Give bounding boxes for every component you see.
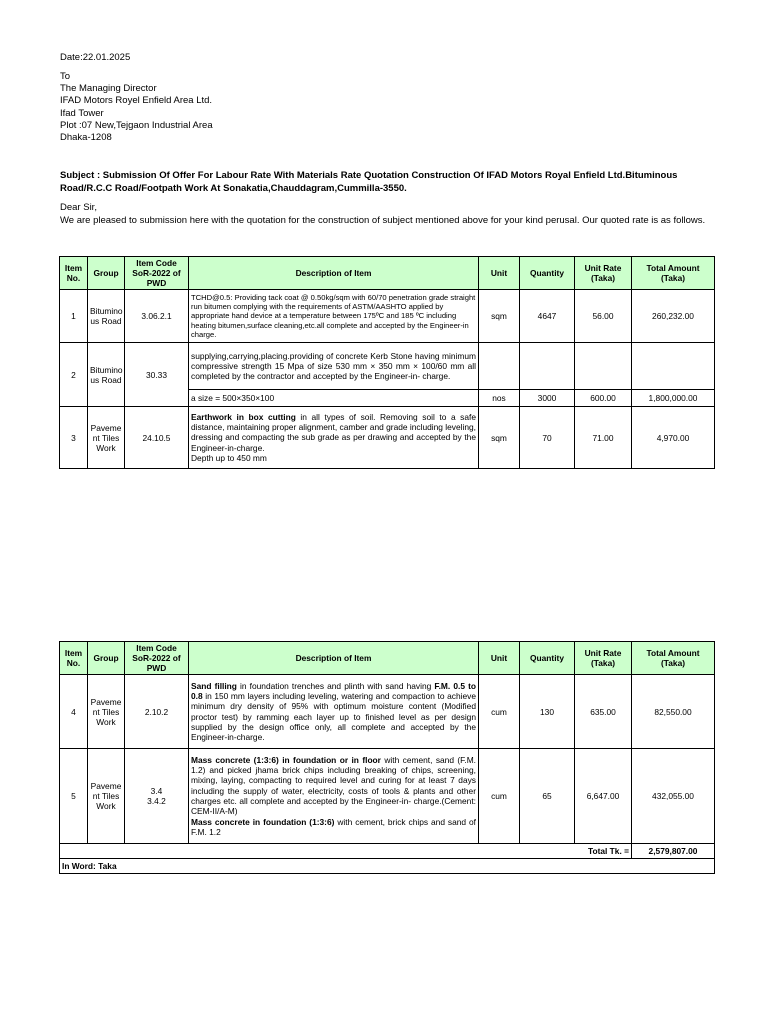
- description-bold: F.M. 0.5 to 0.8: [191, 680, 476, 701]
- item-unit: cum: [479, 749, 520, 844]
- table-row: [60, 675, 715, 749]
- address-line: IFAD Motors Royel Enfield Area Ltd.: [60, 95, 213, 107]
- item-quantity: 4647: [520, 290, 575, 343]
- item-unit-rate: 600.00: [575, 390, 632, 407]
- item-amount: 82,550.00: [632, 675, 715, 749]
- item-no: 1: [60, 290, 88, 343]
- item-code: 30.33: [125, 343, 189, 407]
- item-code-line: 3.4.2: [147, 796, 166, 806]
- item-amount: 1,800,000.00: [632, 390, 715, 407]
- total-label: Total Tk. =: [60, 844, 632, 859]
- item-unit-rate: 56.00: [575, 290, 632, 343]
- intro-paragraph: We are pleased to submission here with the quotation for the construction of subject mentioned above for your kind perusal. Our quoted rate is as follows.: [60, 214, 706, 226]
- address-line: Plot :07 New,Tejgaon Industrial Area: [60, 119, 213, 131]
- header-description: Description of Item: [189, 257, 479, 290]
- item-description: TCHD@0.5: Providing tack coat @ 0.50kg/sqm with 60/70 penetration grade straight run bitumen complying with the requirements of ASTM/AASHTO applied by appropriate hand device at a temperature between 175ºC and 185 ºC including heating bitumen,surface cleaning,etc.all complete and accepted by the Engineer-in charge.: [189, 290, 479, 343]
- header-description: Description of Item: [189, 642, 479, 675]
- item-no: 3: [60, 407, 88, 469]
- item-quantity: 65: [520, 749, 575, 844]
- item-quantity: 70: [520, 407, 575, 469]
- item-unit: sqm: [479, 290, 520, 343]
- description-bold: Mass concrete in foundation (1:3:6): [191, 816, 335, 827]
- table-header-row: [60, 257, 715, 290]
- header-item-code: Item Code SoR-2022 of PWD: [125, 257, 189, 290]
- address-line: Dhaka-1208: [60, 132, 112, 144]
- item-code: [125, 749, 189, 844]
- table-header-row: [60, 642, 715, 675]
- item-quantity: 130: [520, 675, 575, 749]
- in-word: In Word: Taka: [60, 859, 715, 874]
- header-item-no: Item No.: [60, 257, 88, 290]
- item-quantity: 3000: [520, 390, 575, 407]
- item-description: [189, 749, 479, 844]
- empty-cell: [479, 343, 520, 390]
- recipient-address: [60, 71, 213, 144]
- letter-body: [60, 202, 708, 227]
- item-unit: sqm: [479, 407, 520, 469]
- table-row: [60, 749, 715, 844]
- address-to: To: [60, 71, 71, 82]
- description-bold: Sand filling: [191, 680, 237, 691]
- header-group: Group: [88, 642, 125, 675]
- description-tail: with cement, brick chips and sand of F.M. 1.2: [191, 816, 477, 837]
- item-group: Bitumino us Road: [88, 343, 125, 407]
- table-row: [60, 290, 715, 343]
- item-code: 2.10.2: [125, 675, 189, 749]
- address-line: Ifad Tower: [60, 107, 104, 119]
- salutation: Dear Sir,: [60, 202, 97, 213]
- item-group: Paveme nt Tiles Work: [88, 407, 125, 469]
- item-code: 3.06.2.1: [125, 290, 189, 343]
- description-text: in 150 mm layers including leveling, watering and compaction to achieve minimum dry density of 95% with optimum moisture content (Modified proctor test) by ramming each layer up to finished level as per design supplied by the design office only, all complete and accepted by the Engineer-in-charge.: [191, 690, 476, 743]
- header-total-amount: Total Amount (Taka): [632, 642, 715, 675]
- quotation-table-2: [59, 641, 715, 874]
- description-bold: Earthwork in box cutting: [191, 411, 296, 422]
- item-amount: 260,232.00: [632, 290, 715, 343]
- item-amount: 4,970.00: [632, 407, 715, 469]
- empty-cell: [520, 343, 575, 390]
- letter-date: Date:22.01.2025: [60, 52, 131, 63]
- header-quantity: Quantity: [520, 257, 575, 290]
- item-code-line: 3.4: [150, 786, 163, 796]
- description-text: in all types of soil. Removing soil to a safe distance, maintaining proper alignment, camber and grade including leveling, dressing and compacting the sub grade as per drawing and accepted by the Engineer-in-charge.: [191, 411, 476, 453]
- item-group: Paveme nt Tiles Work: [88, 749, 125, 844]
- item-unit: nos: [479, 390, 520, 407]
- item-sub-description: a size = 500×350×100: [189, 390, 479, 407]
- description-tail: Depth up to 450 mm: [191, 452, 267, 463]
- item-unit-rate: 71.00: [575, 407, 632, 469]
- address-line: The Managing Director: [60, 83, 157, 95]
- table-row: [60, 343, 715, 390]
- description-bold: Mass concrete (1:3:6) in foundation or in floor: [191, 754, 381, 765]
- description-text: with cement, sand (F.M. 1.2) and picked jhama brick chips including breaking of chips, screening, mixing, laying, compacting to required level and curing for at least 7 days including the supply of water, electricity, costs of tools & plants and other charges etc. all complete and accepted by the Engineer-in- charge.(Cement: CEM-II/A-M): [191, 754, 476, 817]
- letter-subject: Subject : Submission Of Offer For Labour Rate With Materials Rate Quotation Construction Of IFAD Motors Royal Enfield Ltd.Bituminous Road/R.C.C Road/Footpath Work At Sonakatia,Chauddagram,Cummilla-3550.: [60, 170, 678, 194]
- item-no: 5: [60, 749, 88, 844]
- item-description: [189, 675, 479, 749]
- item-description: [189, 407, 479, 469]
- item-no: 4: [60, 675, 88, 749]
- quotation-table-1: [59, 256, 715, 469]
- item-unit-rate: 6,647.00: [575, 749, 632, 844]
- header-unit: Unit: [479, 642, 520, 675]
- header-unit: Unit: [479, 257, 520, 290]
- item-unit-rate: 635.00: [575, 675, 632, 749]
- item-description: supplying,carrying,placing.providing of concrete Kerb Stone having minimum compressive strength 15 Mpa of size 530 mm × 350 mm × 100/60 mm all completed by the contractor and accepted by the Engineer-in- charge.: [189, 343, 479, 390]
- header-item-code: Item Code SoR-2022 of PWD: [125, 642, 189, 675]
- item-group: Bitumino us Road: [88, 290, 125, 343]
- header-item-no: Item No.: [60, 642, 88, 675]
- item-group: Paveme nt Tiles Work: [88, 675, 125, 749]
- item-code: 24.10.5: [125, 407, 189, 469]
- item-unit: cum: [479, 675, 520, 749]
- total-value: 2,579,807.00: [632, 844, 715, 859]
- header-total-amount: Total Amount (Taka): [632, 257, 715, 290]
- header-group: Group: [88, 257, 125, 290]
- empty-cell: [632, 343, 715, 390]
- item-no: 2: [60, 343, 88, 407]
- item-amount: 432,055.00: [632, 749, 715, 844]
- table-row: [60, 407, 715, 469]
- total-row: [60, 844, 715, 859]
- header-unit-rate: Unit Rate (Taka): [575, 642, 632, 675]
- in-word-row: [60, 859, 715, 874]
- description-text: in foundation trenches and plinth with sand having: [236, 680, 435, 691]
- header-quantity: Quantity: [520, 642, 575, 675]
- header-unit-rate: Unit Rate (Taka): [575, 257, 632, 290]
- empty-cell: [575, 343, 632, 390]
